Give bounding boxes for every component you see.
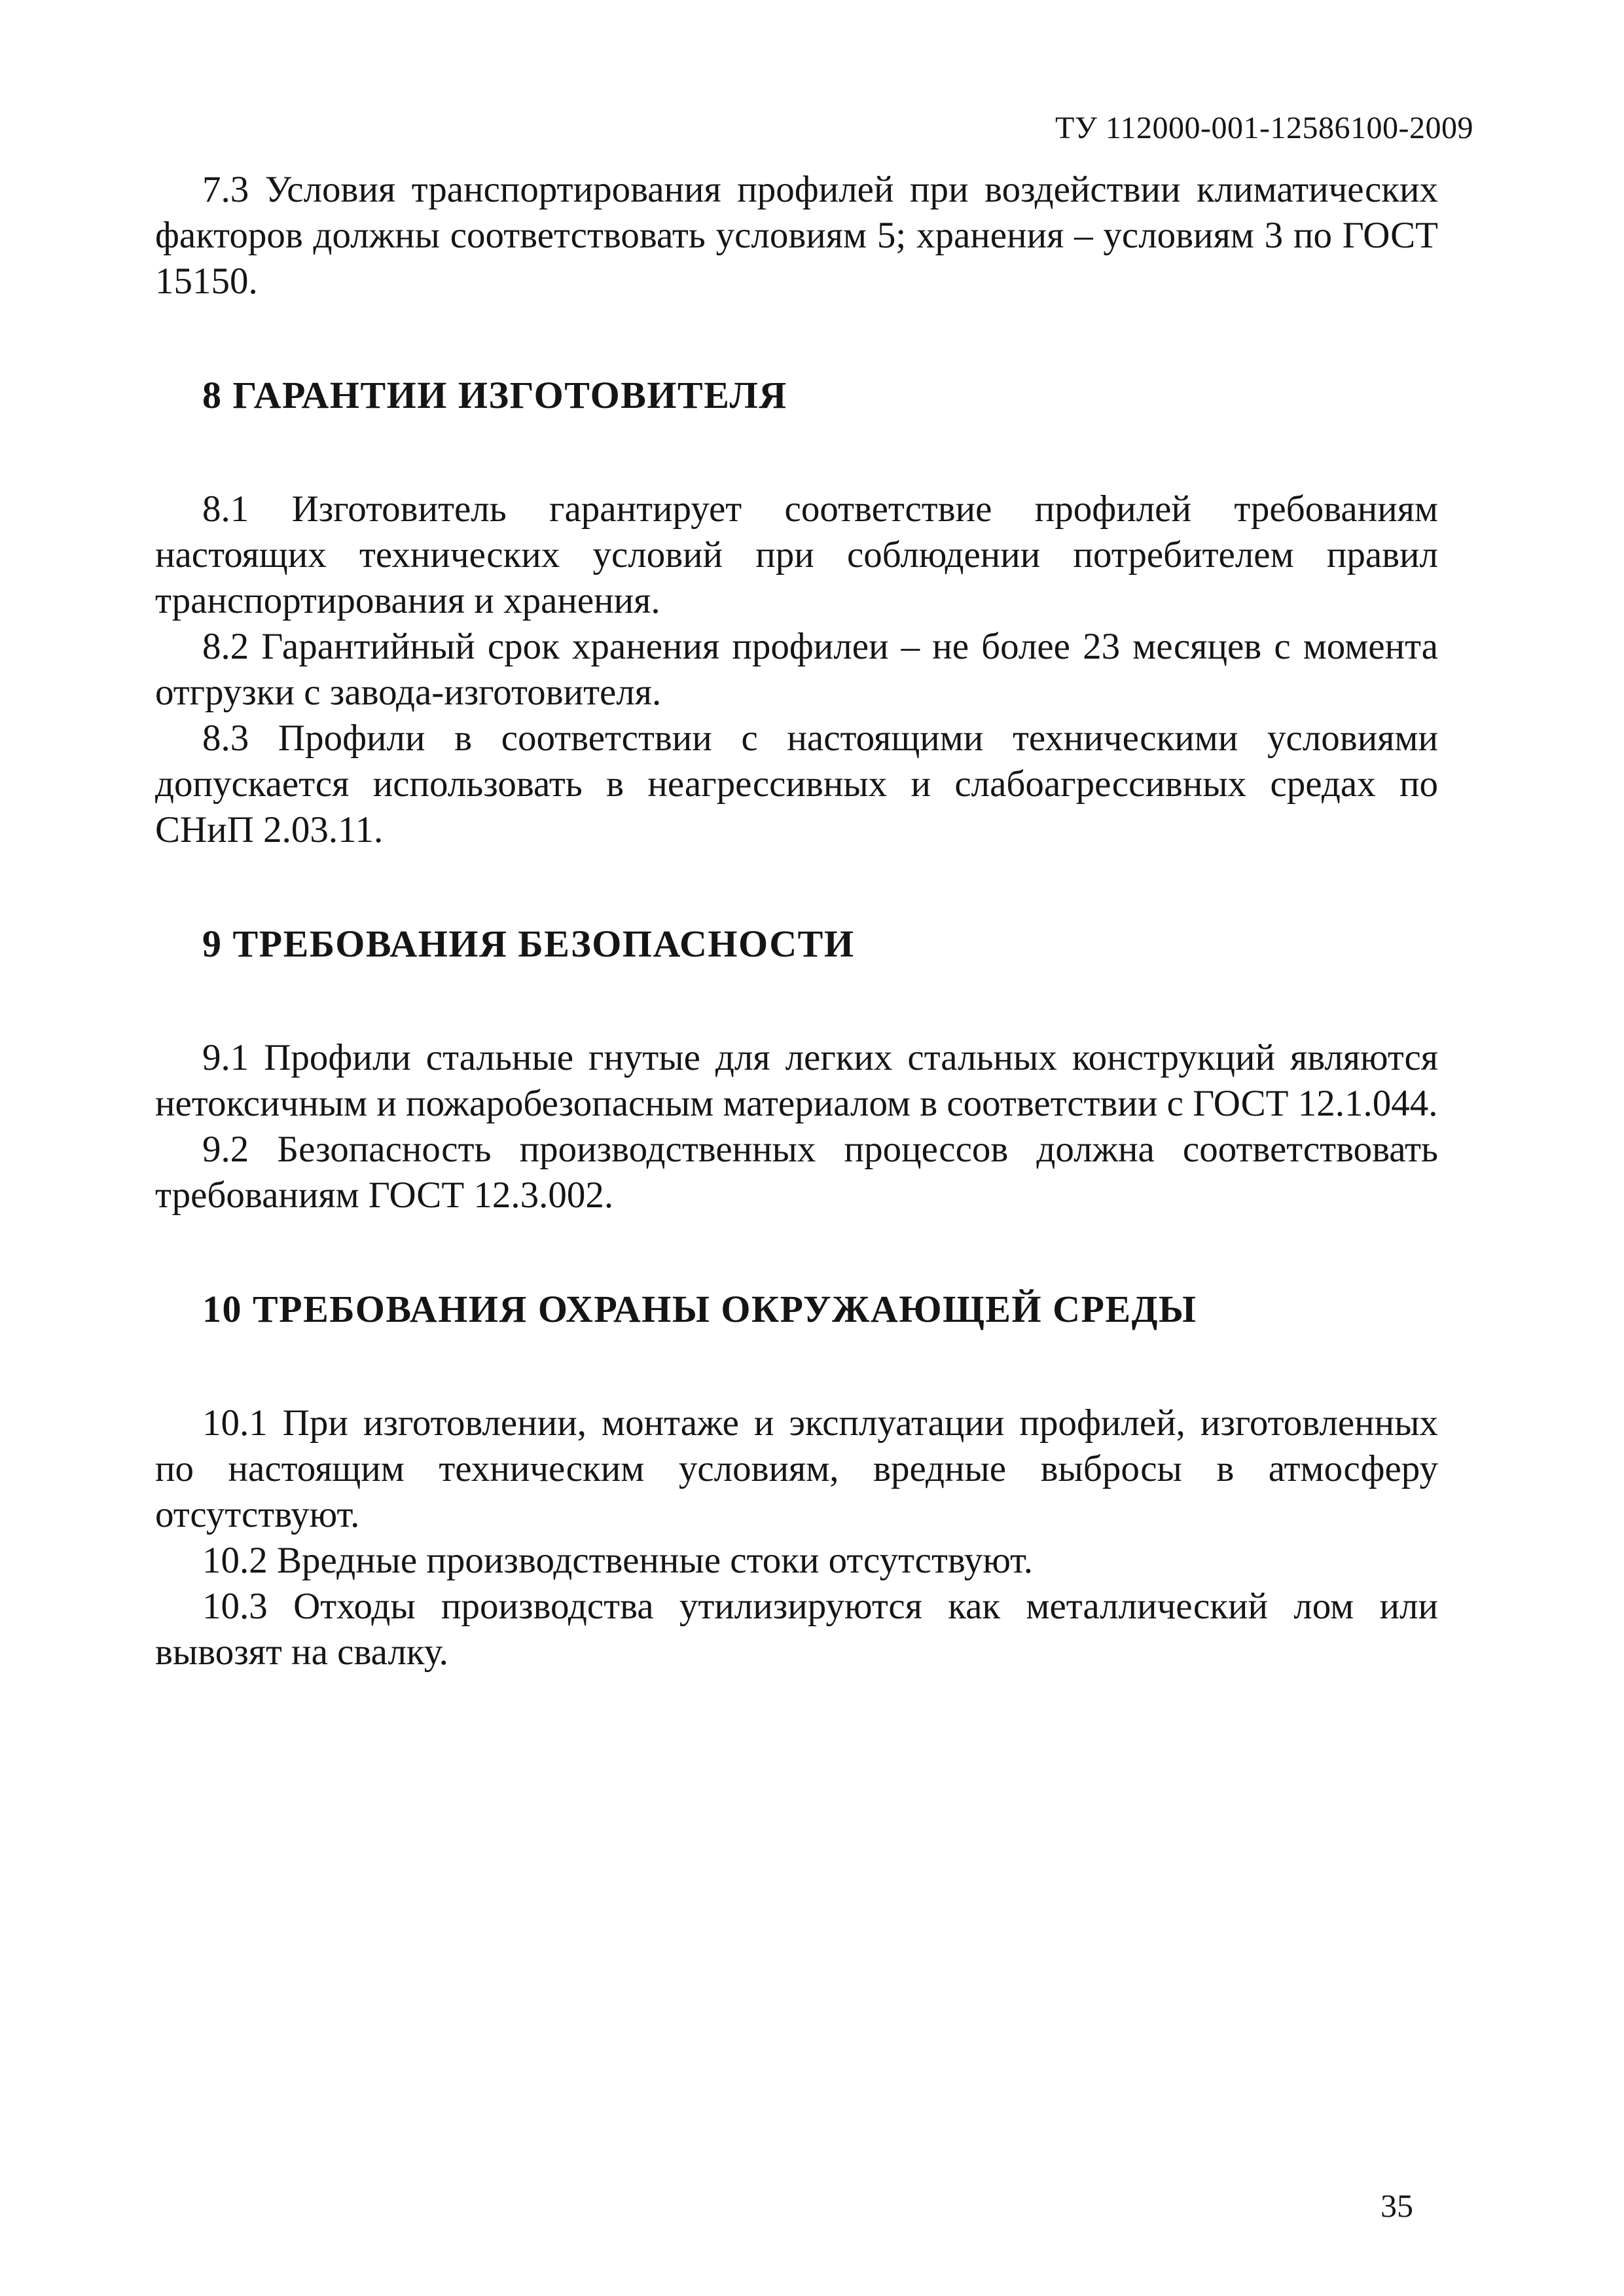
paragraph-8-3: 8.3 Профили в соответствии с настоящими техническими условиями допускается использовать в неагрессивных и слабоагрессивных средах по СНиП 2.03.11. — [155, 718, 1438, 850]
section-8-heading: 8 ГАРАНТИИ ИЗГОТОВИТЕЛЯ — [202, 374, 787, 416]
paragraph-8-2: 8.2 Гарантийный срок хранения профилеи – не более 23 месяцев с момента отгрузки с завода-изготовителя. — [155, 626, 1438, 713]
section-10-heading: 10 ТРЕБОВАНИЯ ОХРАНЫ ОКРУЖАЮЩЕЙ СРЕДЫ — [202, 1288, 1197, 1330]
paragraph-9-1: 9.1 Профили стальные гнутые для легких стальных конструкций являются нетоксичным и пожаробезопасным материалом в соответствии с ГОСТ 12.1.044. — [155, 1037, 1438, 1124]
section-9-heading: 9 ТРЕБОВАНИЯ БЕЗОПАСНОСТИ — [202, 922, 855, 965]
paragraph-10-1: 10.1 При изготовлении, монтаже и эксплуатации профилей, изготовленных по настоящим техническим условиям, вредные выбросы в атмосферу отсутствуют. — [155, 1402, 1438, 1535]
paragraph-10-3: 10.3 Отходы производства утилизируются как металлический лом или вывозят на свалку. — [155, 1586, 1438, 1673]
paragraph-10-2: 10.2 Вредные производственные стоки отсутствуют. — [202, 1540, 1034, 1581]
paragraph-8-1: 8.1 Изготовитель гарантирует соответствие профилей требованиям настоящих технических условий при соблюдении потребителем правил транспортирования и хранения. — [155, 488, 1438, 621]
document-code: ТУ 112000-001-12586100-2009 — [1055, 111, 1473, 145]
paragraph-9-2: 9.2 Безопасность производственных процессов должна соответствовать требованиям ГОСТ 12.3.002. — [155, 1129, 1438, 1216]
document-body — [155, 167, 1438, 1675]
page-number: 35 — [1380, 2187, 1413, 2224]
paragraph-7-3: 7.3 Условия транспортирования профилей при воздействии климатических факторов должны соответствовать условиям 5; хранения – условиям 3 по ГОСТ 15150. — [155, 169, 1438, 302]
